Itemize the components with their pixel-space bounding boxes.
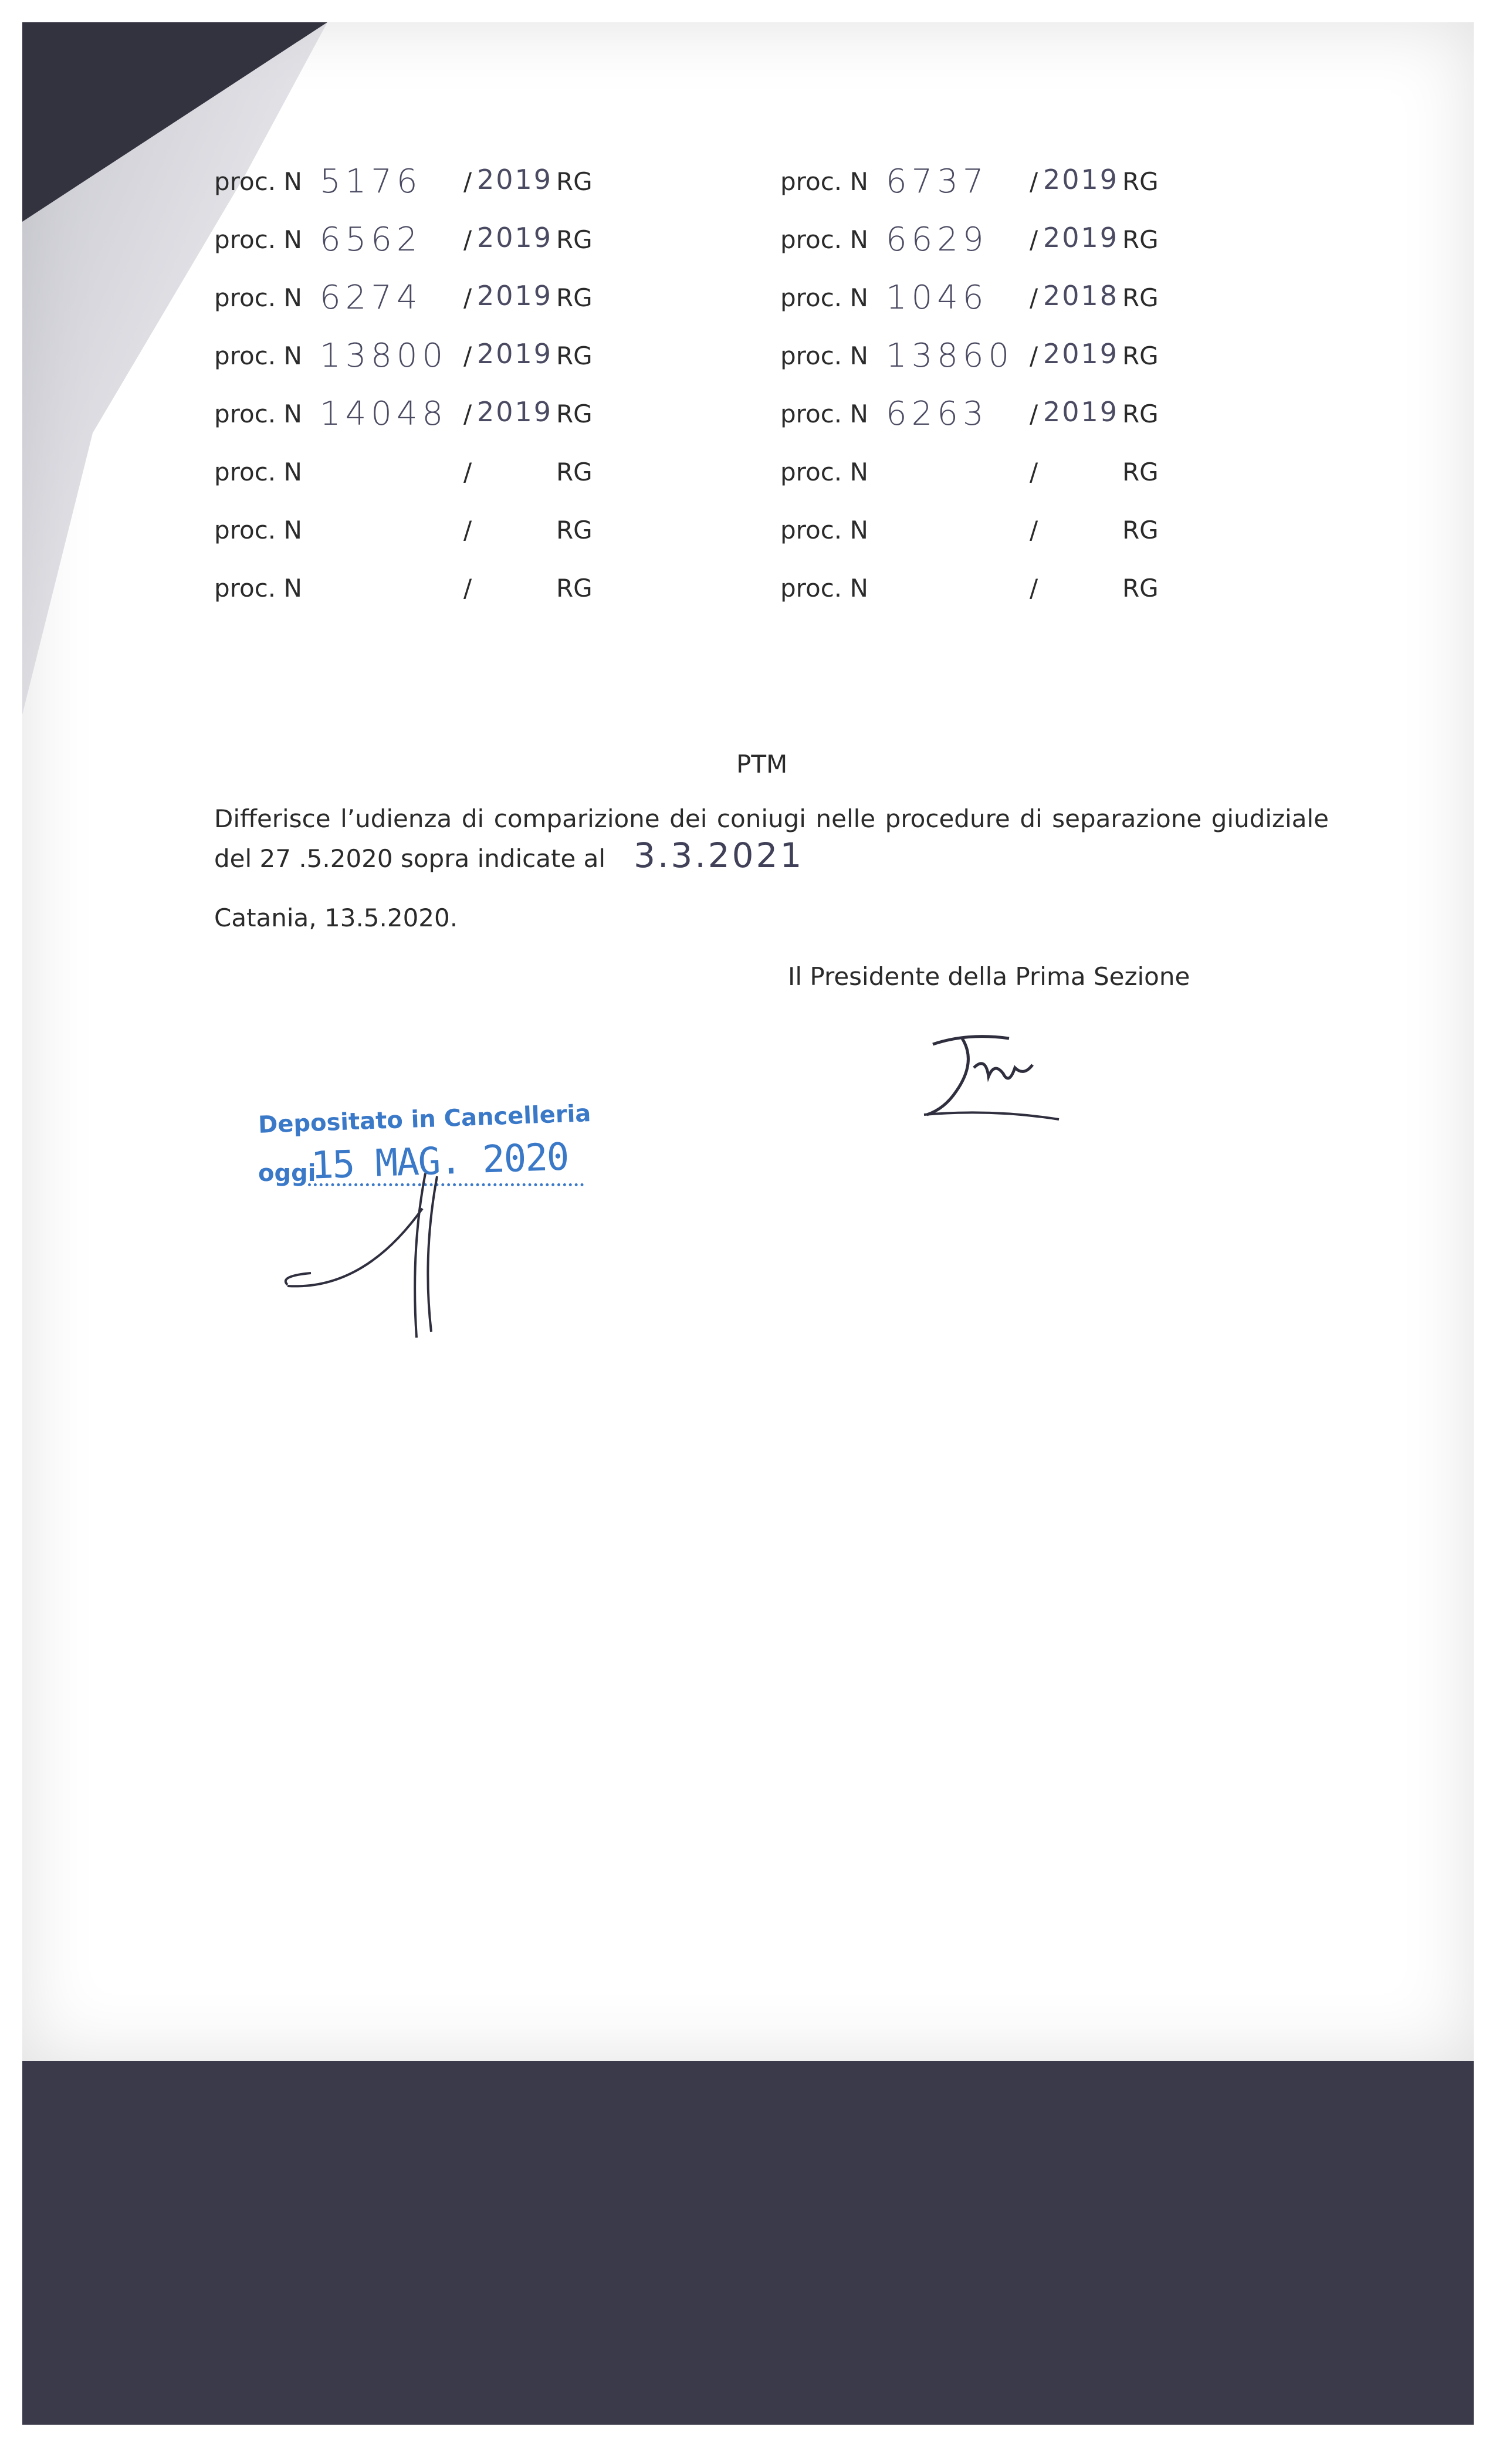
proc-number: 13800 <box>320 337 448 375</box>
proc-row <box>780 498 1191 556</box>
proc-year: 2019 <box>477 338 553 370</box>
proc-year: 2019 <box>1043 396 1119 428</box>
proc-year: 2019 <box>1043 222 1119 253</box>
proc-rg: RG <box>1122 458 1159 486</box>
stamp-filed-text: Depositato in Cancelleria <box>258 1100 592 1139</box>
proc-number: 6274 <box>320 279 422 317</box>
decree-line-1: Differisce l’udienza di comparizione dei coniugi nelle procedure di separazione giudiziale <box>214 804 1329 833</box>
proc-year: 2019 <box>477 222 553 253</box>
proc-year: 2019 <box>477 164 553 195</box>
proceedings-left-column <box>214 150 625 614</box>
scanner-background <box>22 2061 1474 2425</box>
proc-slash: / <box>1030 283 1038 312</box>
proc-label: proc. N <box>214 341 302 370</box>
proc-year: 2018 <box>1043 280 1119 312</box>
proc-slash: / <box>463 458 472 486</box>
proc-number: 6562 <box>320 221 422 259</box>
proc-label: proc. N <box>214 400 302 428</box>
proc-slash: / <box>1030 516 1038 544</box>
proc-number: 13860 <box>886 337 1014 375</box>
proc-rg: RG <box>556 400 593 428</box>
proc-rg: RG <box>1122 283 1159 312</box>
proc-rg: RG <box>556 574 593 603</box>
proc-label: proc. N <box>780 341 868 370</box>
proc-rg: RG <box>556 458 593 486</box>
proc-number: 6263 <box>886 395 989 433</box>
new-hearing-date: 3.3.2021 <box>634 835 804 875</box>
proc-slash: / <box>1030 574 1038 603</box>
decree-text <box>214 801 1329 877</box>
proc-slash: / <box>463 516 472 544</box>
proc-slash: / <box>463 574 472 603</box>
proc-row <box>214 324 625 382</box>
proc-row <box>214 382 625 440</box>
proc-year: 2019 <box>1043 338 1119 370</box>
proc-label: proc. N <box>780 167 868 196</box>
proc-number: 6629 <box>886 221 989 259</box>
proc-label: proc. N <box>780 400 868 428</box>
proc-label: proc. N <box>780 225 868 254</box>
place-and-date: Catania, 13.5.2020. <box>214 903 458 932</box>
proc-label: proc. N <box>780 458 868 486</box>
proc-slash: / <box>463 225 472 254</box>
proc-number: 1046 <box>886 279 989 317</box>
proc-row <box>214 556 625 614</box>
proc-label: proc. N <box>780 574 868 603</box>
proc-label: proc. N <box>214 167 302 196</box>
proc-slash: / <box>1030 341 1038 370</box>
proc-label: proc. N <box>214 283 302 312</box>
proc-row <box>214 208 625 266</box>
proc-rg: RG <box>556 341 593 370</box>
proc-slash: / <box>463 341 472 370</box>
president-signature-icon <box>921 1021 1062 1121</box>
proc-rg: RG <box>556 283 593 312</box>
proc-row <box>780 440 1191 498</box>
decree-heading: PTM <box>736 750 788 779</box>
proc-year: 2019 <box>477 396 553 428</box>
proc-row <box>780 382 1191 440</box>
proc-year: 2019 <box>477 280 553 312</box>
proc-row <box>780 266 1191 324</box>
proc-slash: / <box>463 400 472 428</box>
proceedings-right-column <box>780 150 1191 614</box>
proc-slash: / <box>463 283 472 312</box>
proc-rg: RG <box>1122 574 1159 603</box>
proc-rg: RG <box>556 516 593 544</box>
proc-year: 2019 <box>1043 164 1119 195</box>
proc-rg: RG <box>556 225 593 254</box>
proc-rg: RG <box>1122 341 1159 370</box>
signatory-title: Il Presidente della Prima Sezione <box>788 962 1190 991</box>
stamp-oggi-text: oggi <box>258 1160 316 1187</box>
proc-rg: RG <box>556 167 593 196</box>
proc-slash: / <box>1030 225 1038 254</box>
proc-rg: RG <box>1122 400 1159 428</box>
proc-row <box>780 556 1191 614</box>
proc-rg: RG <box>1122 516 1159 544</box>
proc-number: 6737 <box>886 163 989 201</box>
proc-label: proc. N <box>214 574 302 603</box>
proc-slash: / <box>1030 458 1038 486</box>
proc-row <box>780 324 1191 382</box>
proc-label: proc. N <box>780 283 868 312</box>
proc-number: 14048 <box>320 395 448 433</box>
proc-number: 5176 <box>320 163 422 201</box>
proc-row <box>214 266 625 324</box>
stamp-date: 15 MAG. 2020 <box>310 1135 569 1188</box>
proc-slash: / <box>463 167 472 196</box>
proc-row <box>780 150 1191 208</box>
proc-rg: RG <box>1122 225 1159 254</box>
proc-label: proc. N <box>214 458 302 486</box>
proc-row <box>214 440 625 498</box>
proc-row <box>780 208 1191 266</box>
decree-line-2: del 27 .5.2020 sopra indicate al <box>214 844 606 873</box>
proc-rg: RG <box>1122 167 1159 196</box>
proc-label: proc. N <box>214 516 302 544</box>
proc-row <box>214 150 625 208</box>
proc-slash: / <box>1030 167 1038 196</box>
proc-row <box>214 498 625 556</box>
clerk-signature-icon <box>276 1150 463 1343</box>
proc-label: proc. N <box>780 516 868 544</box>
proc-slash: / <box>1030 400 1038 428</box>
proc-label: proc. N <box>214 225 302 254</box>
